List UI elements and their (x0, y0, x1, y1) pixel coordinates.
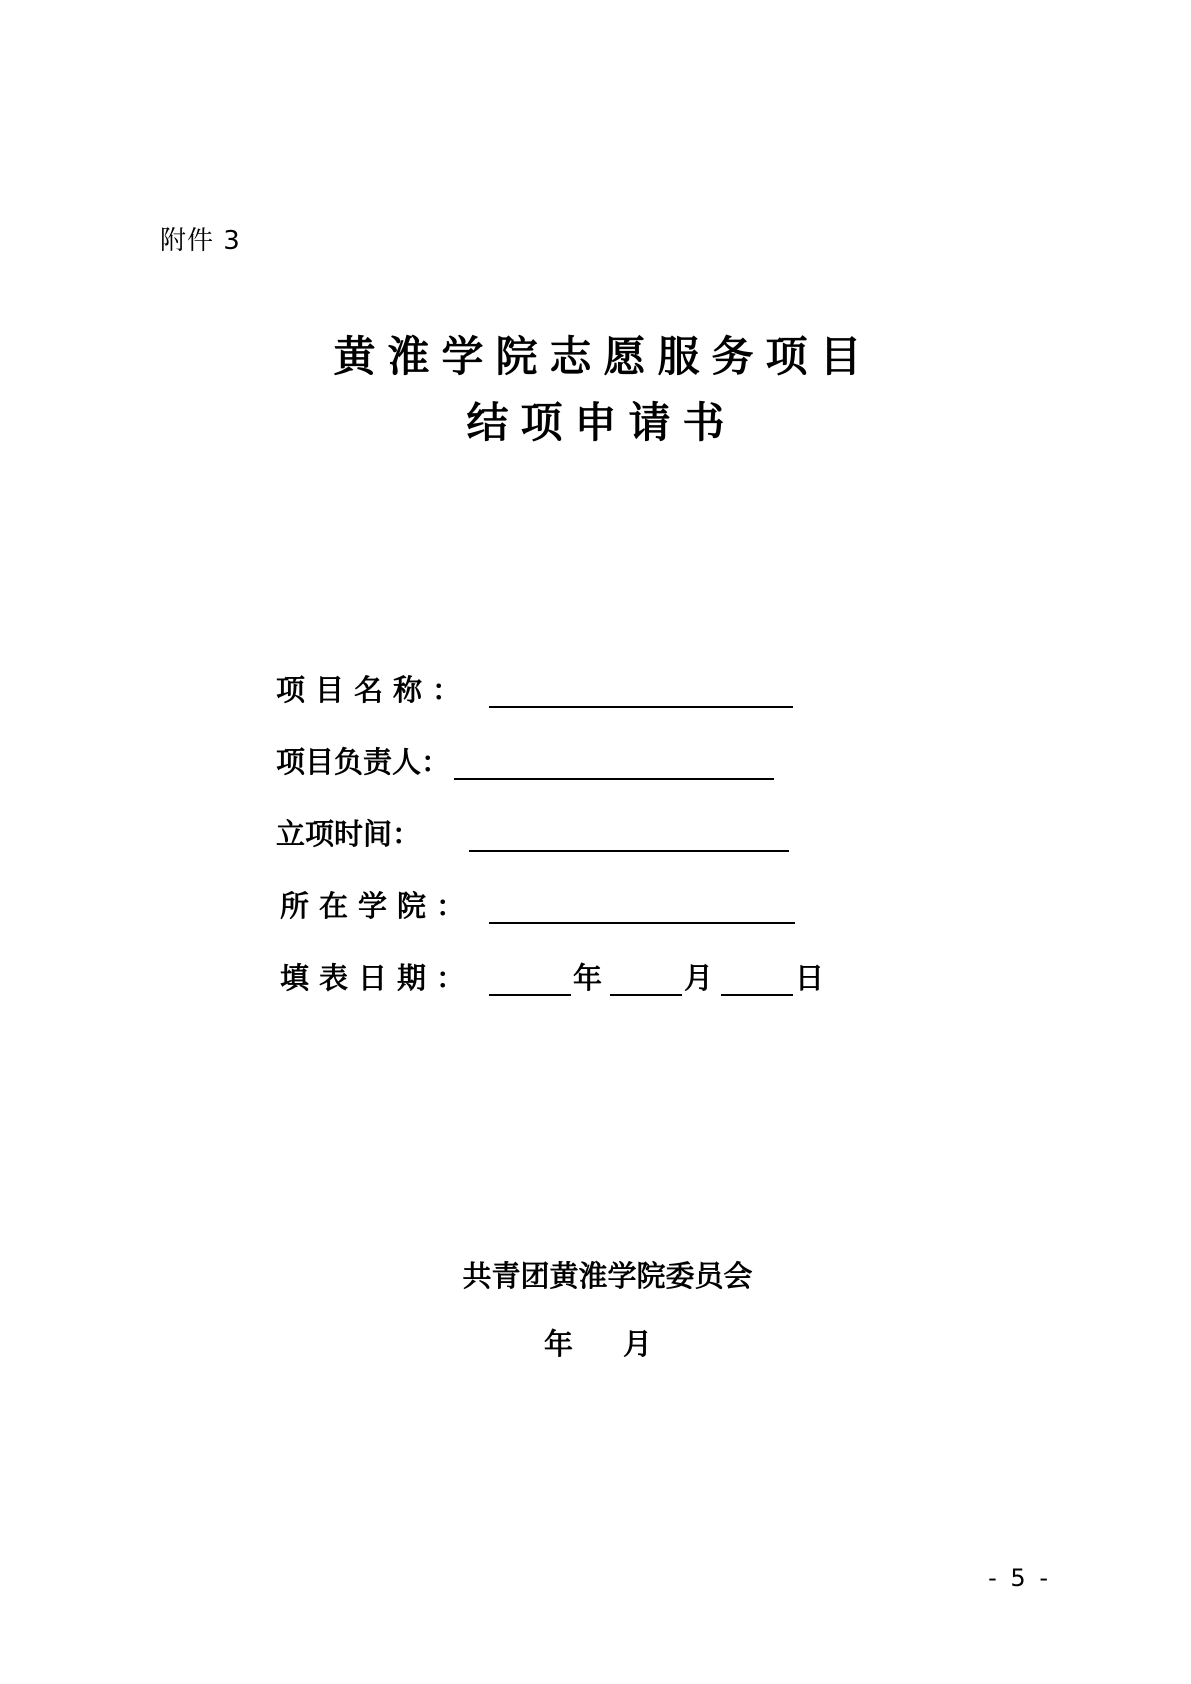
footer-date (544, 1326, 652, 1362)
project-name-field[interactable] (489, 672, 793, 708)
day-unit: 日 (795, 961, 825, 995)
fill-date-row (276, 956, 824, 996)
college-label: 所在学院： (280, 889, 476, 923)
college-field[interactable] (489, 888, 795, 924)
approval-time-row (276, 812, 789, 852)
page-number: - 5 - (988, 1564, 1051, 1592)
attachment-label: 附件 3 (160, 226, 241, 256)
issuing-organization: 共青团黄淮学院委员会 (462, 1259, 753, 1293)
footer-month-label: 月 (623, 1327, 653, 1361)
fill-date-label: 填表日期： (280, 961, 476, 995)
fill-year-field[interactable] (489, 960, 571, 996)
year-unit: 年 (573, 961, 603, 995)
approval-time-label: 立项时间： (276, 817, 422, 851)
project-leader-field[interactable] (454, 744, 774, 780)
college-row (276, 884, 795, 924)
project-name-label: 项目名称： (276, 673, 472, 707)
approval-time-field[interactable] (469, 816, 789, 852)
project-name-row (276, 668, 793, 708)
month-unit: 月 (684, 961, 714, 995)
project-leader-row (276, 740, 774, 780)
document-subtitle: 结项申请书 (466, 398, 737, 447)
project-leader-label: 项目负责人： (276, 745, 451, 779)
footer-year-label: 年 (544, 1327, 574, 1361)
fill-day-field[interactable] (721, 960, 793, 996)
fill-month-field[interactable] (610, 960, 682, 996)
document-title: 黄淮学院志愿服务项目 (333, 332, 874, 381)
